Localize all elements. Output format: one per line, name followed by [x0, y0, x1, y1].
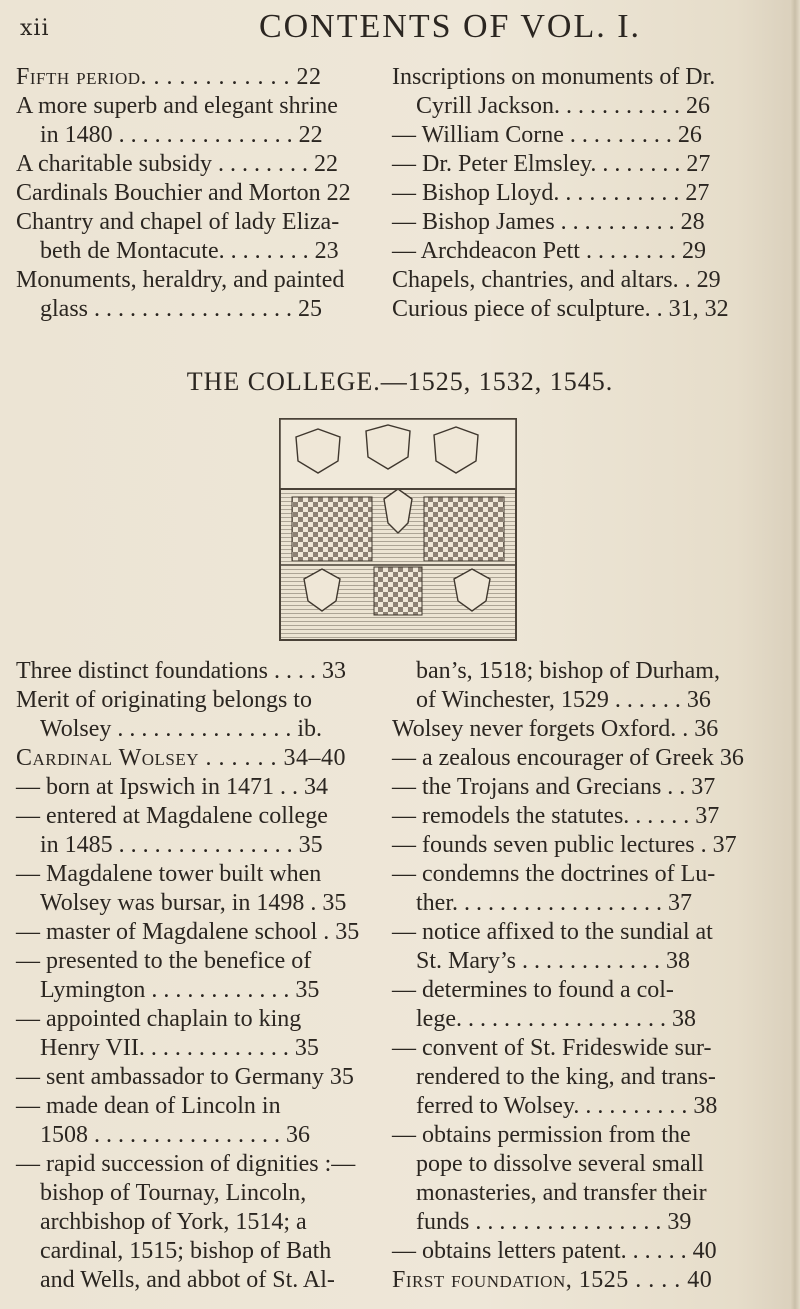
contents-column-bottom-right — [392, 657, 772, 1295]
contents-entry: funds . . . . . . . . . . . . . . . . 39 — [416, 1209, 692, 1235]
contents-entry: lege. . . . . . . . . . . . . . . . . . 38 — [416, 1006, 696, 1032]
page-header — [0, 4, 800, 54]
contents-entry: of Winchester, 1529 . . . . . . 36 — [416, 687, 711, 713]
contents-entry: Chantry and chapel of lady Eliza- — [16, 209, 340, 235]
contents-column-bottom-left — [16, 657, 371, 1295]
contents-entry: glass . . . . . . . . . . . . . . . . . 25 — [40, 296, 322, 322]
contents-entry: — determines to found a col- — [392, 977, 674, 1003]
contents-entry: Three distinct foundations . . . . 33 — [16, 658, 346, 684]
contents-entry: pope to dissolve several small — [416, 1151, 704, 1177]
contents-entry: — founds seven public lectures . 37 — [392, 832, 737, 858]
contents-entry: in 1485 . . . . . . . . . . . . . . . 35 — [40, 832, 323, 858]
contents-column-top-right — [392, 63, 772, 324]
contents-entry: ban’s, 1518; bishop of Durham, — [416, 658, 720, 684]
contents-entry: St. Mary’s . . . . . . . . . . . . 38 — [416, 948, 691, 974]
contents-entry: Cardinals Bouchier and Morton 22 — [16, 180, 351, 206]
page-edge — [790, 0, 800, 1309]
contents-entry: monasteries, and transfer their — [416, 1180, 707, 1206]
contents-entry: — notice affixed to the sundial at — [392, 919, 713, 945]
contents-entry: beth de Montacute. . . . . . . . 23 — [40, 238, 339, 264]
contents-entry: — born at Ipswich in 1471 . . 34 — [16, 774, 328, 800]
contents-entry: Lymington . . . . . . . . . . . . 35 — [40, 977, 320, 1003]
contents-entry: Wolsey . . . . . . . . . . . . . . . ib. — [40, 716, 323, 742]
contents-entry: cardinal, 1515; bishop of Bath — [40, 1238, 332, 1264]
contents-entry: Chapels, chantries, and altars. . 29 — [392, 267, 721, 293]
contents-entry: Merit of originating belongs to — [16, 687, 312, 713]
contents-entry: Henry VII. . . . . . . . . . . . . 35 — [40, 1035, 319, 1061]
college-arms-engraving — [278, 417, 518, 642]
section-heading: THE COLLEGE.—1525, 1532, 1545. — [186, 367, 614, 396]
contents-entry: — master of Magdalene school . 35 — [16, 919, 360, 945]
contents-entry: Wolsey was bursar, in 1498 . 35 — [40, 890, 347, 916]
contents-entry: — obtains permission from the — [392, 1122, 691, 1148]
contents-entry: — made dean of Lincoln in — [16, 1093, 281, 1119]
page-number: xii — [20, 16, 50, 41]
contents-entry: Wolsey never forgets Oxford. . 36 — [392, 716, 719, 742]
contents-entry: rendered to the king, and trans- — [416, 1064, 716, 1090]
contents-entry: — Magdalene tower built when — [16, 861, 322, 887]
contents-entry: — convent of St. Frideswide sur- — [392, 1035, 712, 1061]
contents-entry: First foundation, 1525 . . . . 40 — [392, 1267, 713, 1293]
contents-entry: — presented to the benefice of — [16, 948, 312, 974]
contents-entry: Inscriptions on monuments of Dr. — [392, 64, 716, 90]
contents-entry: ferred to Wolsey. . . . . . . . . . 38 — [416, 1093, 718, 1119]
contents-entry: bishop of Tournay, Lincoln, — [40, 1180, 307, 1206]
contents-entry: — the Trojans and Grecians . . 37 — [392, 774, 716, 800]
contents-entry: — sent ambassador to Germany 35 — [16, 1064, 354, 1090]
contents-entry: — Dr. Peter Elmsley. . . . . . . . 27 — [392, 151, 711, 177]
contents-entry: archbishop of York, 1514; a — [40, 1209, 307, 1235]
contents-entry: Monuments, heraldry, and painted — [16, 267, 345, 293]
contents-entry: — obtains letters patent. . . . . . 40 — [392, 1238, 717, 1264]
contents-entry: 1508 . . . . . . . . . . . . . . . . 36 — [40, 1122, 310, 1148]
contents-entry: and Wells, and abbot of St. Al- — [40, 1267, 335, 1293]
running-head: CONTENTS OF VOL. I. — [258, 8, 642, 45]
contents-entry: ther. . . . . . . . . . . . . . . . . . 37 — [416, 890, 692, 916]
contents-entry: Cyrill Jackson. . . . . . . . . . . 26 — [416, 93, 710, 119]
contents-entry: A more superb and elegant shrine — [16, 93, 338, 119]
contents-entry: — Bishop James . . . . . . . . . . 28 — [392, 209, 705, 235]
contents-entry: Cardinal Wolsey . . . . . . 34–40 — [16, 745, 346, 771]
contents-entry: — appointed chaplain to king — [16, 1006, 302, 1032]
contents-entry: — a zealous encourager of Greek 36 — [392, 745, 744, 771]
contents-entry: Curious piece of sculpture. . 31, 32 — [392, 296, 729, 322]
contents-entry: Fifth period. . . . . . . . . . . . 22 — [16, 64, 322, 90]
contents-entry: — condemns the doctrines of Lu- — [392, 861, 716, 887]
contents-column-top-left — [16, 63, 371, 324]
contents-entry: — Archdeacon Pett . . . . . . . . 29 — [392, 238, 706, 264]
contents-entry: — Bishop Lloyd. . . . . . . . . . . 27 — [392, 180, 710, 206]
contents-entry: A charitable subsidy . . . . . . . . 22 — [16, 151, 338, 177]
contents-entry: — entered at Magdalene college — [16, 803, 328, 829]
contents-entry: — rapid succession of dignities :— — [16, 1151, 356, 1177]
contents-entry: — William Corne . . . . . . . . . 26 — [392, 122, 702, 148]
contents-entry: — remodels the statutes. . . . . . 37 — [392, 803, 720, 829]
contents-entry: in 1480 . . . . . . . . . . . . . . . 22 — [40, 122, 323, 148]
